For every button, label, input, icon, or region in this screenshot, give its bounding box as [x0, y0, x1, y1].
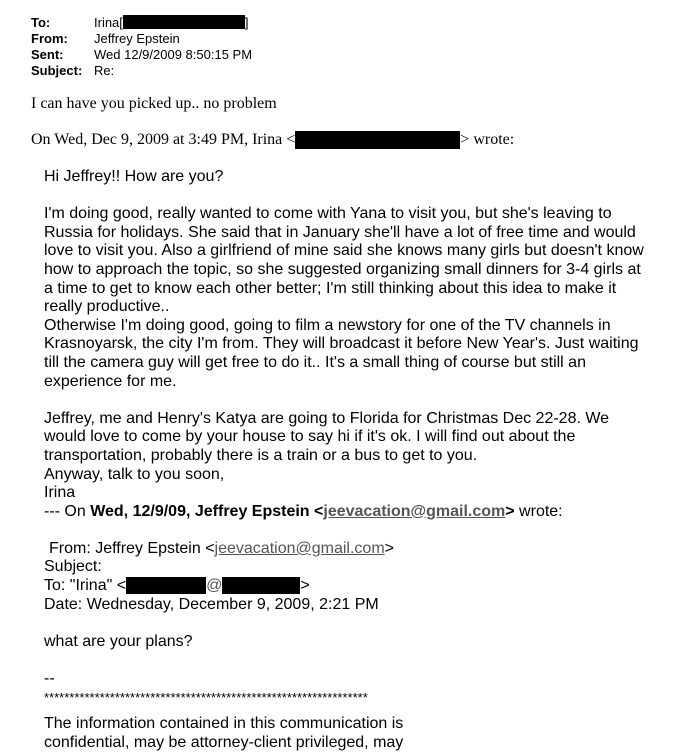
redaction-bar: [126, 577, 206, 594]
quote-intro-before: On Wed, Dec 9, 2009 at 3:49 PM, Irina <: [31, 131, 296, 148]
to-value: Irina[: [94, 15, 123, 30]
p1-line: Russia for holidays. She said that in January she'll have a lot of free time and would: [44, 223, 636, 241]
greeting: Hi Jeffrey!! How are you?: [44, 168, 224, 185]
notice-line: confidential, may be attorney-client privileged, may: [44, 733, 404, 751]
sent-value: Wed 12/9/2009 8:50:15 PM: [94, 47, 253, 62]
p1-line: Otherwise I'm doing good, going to film a newstory for one of the TV channels in: [44, 316, 611, 334]
redaction-bar: [222, 577, 300, 594]
fwd-subject: Subject:: [44, 558, 102, 576]
to-row: [31, 15, 252, 31]
notice-line: The information contained in this communication is: [44, 715, 404, 733]
reply-text: I can have you picked up.. no problem: [31, 95, 277, 112]
p1-line: a time to get to know each other better; I'm still thinking about this idea to make it: [44, 279, 617, 297]
quoted-end: >: [505, 502, 515, 520]
message-body: [44, 168, 674, 752]
email-header: [31, 15, 252, 79]
fwd-to-text: To: "Irina" <: [44, 577, 127, 595]
subject-label: Subject:: [31, 63, 83, 78]
quoted-prefix: --- On: [44, 502, 91, 520]
fwd-from-text: From: Jeffrey Epstein <: [49, 539, 215, 557]
fwd-from: [44, 540, 674, 559]
sent-label: Sent:: [31, 47, 64, 62]
fwd-to: [44, 577, 674, 596]
quote-intro: [31, 131, 514, 149]
subject-row: [31, 63, 252, 79]
p2-line: Jeffrey, me and Henry's Katya are going to Florida for Christmas Dec 22-28. We: [44, 409, 610, 427]
p1-line: experience for me.: [44, 372, 177, 390]
from-value: Jeffrey Epstein: [94, 31, 180, 46]
email-link[interactable]: jeevacation@gmail.com: [214, 539, 385, 557]
from-label: From:: [31, 31, 68, 46]
p2-line: Anyway, talk to you soon,: [44, 465, 225, 483]
p1-line: love to visit you. Also a girlfriend of mine said she knows many girls but doesn't know: [44, 242, 644, 260]
p2-line: transportation, probably there is a train or a bus to get to you.: [44, 446, 478, 464]
fwd-to-end: >: [300, 577, 310, 595]
p1-line: really productive..: [44, 298, 170, 316]
p2-line: Irina: [44, 484, 76, 502]
fwd-from-end: >: [384, 539, 394, 557]
subject-value: Re:: [94, 63, 115, 78]
p1-line: Krasnoyarsk, the city I'm from. They will broadcast it before New Year's. Just waiting: [44, 335, 639, 353]
p1-line: how to approach the topic, so she suggested organizing small dinners for 3-4 girls at: [44, 260, 641, 278]
to-label: To:: [31, 15, 51, 30]
fwd-body: what are your plans?: [44, 632, 193, 650]
quote-intro-after: > wrote:: [460, 131, 515, 148]
redaction-bar: [123, 15, 245, 29]
quoted-header: [44, 503, 674, 522]
redaction-bar: [295, 131, 460, 149]
signature-dash: --: [44, 670, 55, 688]
fwd-date: Date: Wednesday, December 9, 2009, 2:21 PM: [44, 595, 379, 613]
p2-line: would love to come by your house to say hi if it's ok. I will find out about the: [44, 428, 576, 446]
star-separator: ****************************************************************: [44, 689, 368, 705]
quoted-suffix: wrote:: [514, 502, 563, 520]
from-row: [31, 31, 252, 47]
to-end: ]: [244, 15, 249, 30]
p1-line: I'm doing good, really wanted to come with Yana to visit you, but she's leaving to: [44, 205, 612, 223]
email-link[interactable]: jeevacation@gmail.com: [323, 502, 506, 520]
p1-line: till the camera guy will get free to do it.. It's a small thing of course but still an: [44, 353, 586, 371]
sent-row: [31, 47, 252, 63]
fwd-to-at: @: [206, 577, 223, 595]
quoted-date: Wed, 12/9/09, Jeffrey Epstein <: [90, 502, 324, 520]
